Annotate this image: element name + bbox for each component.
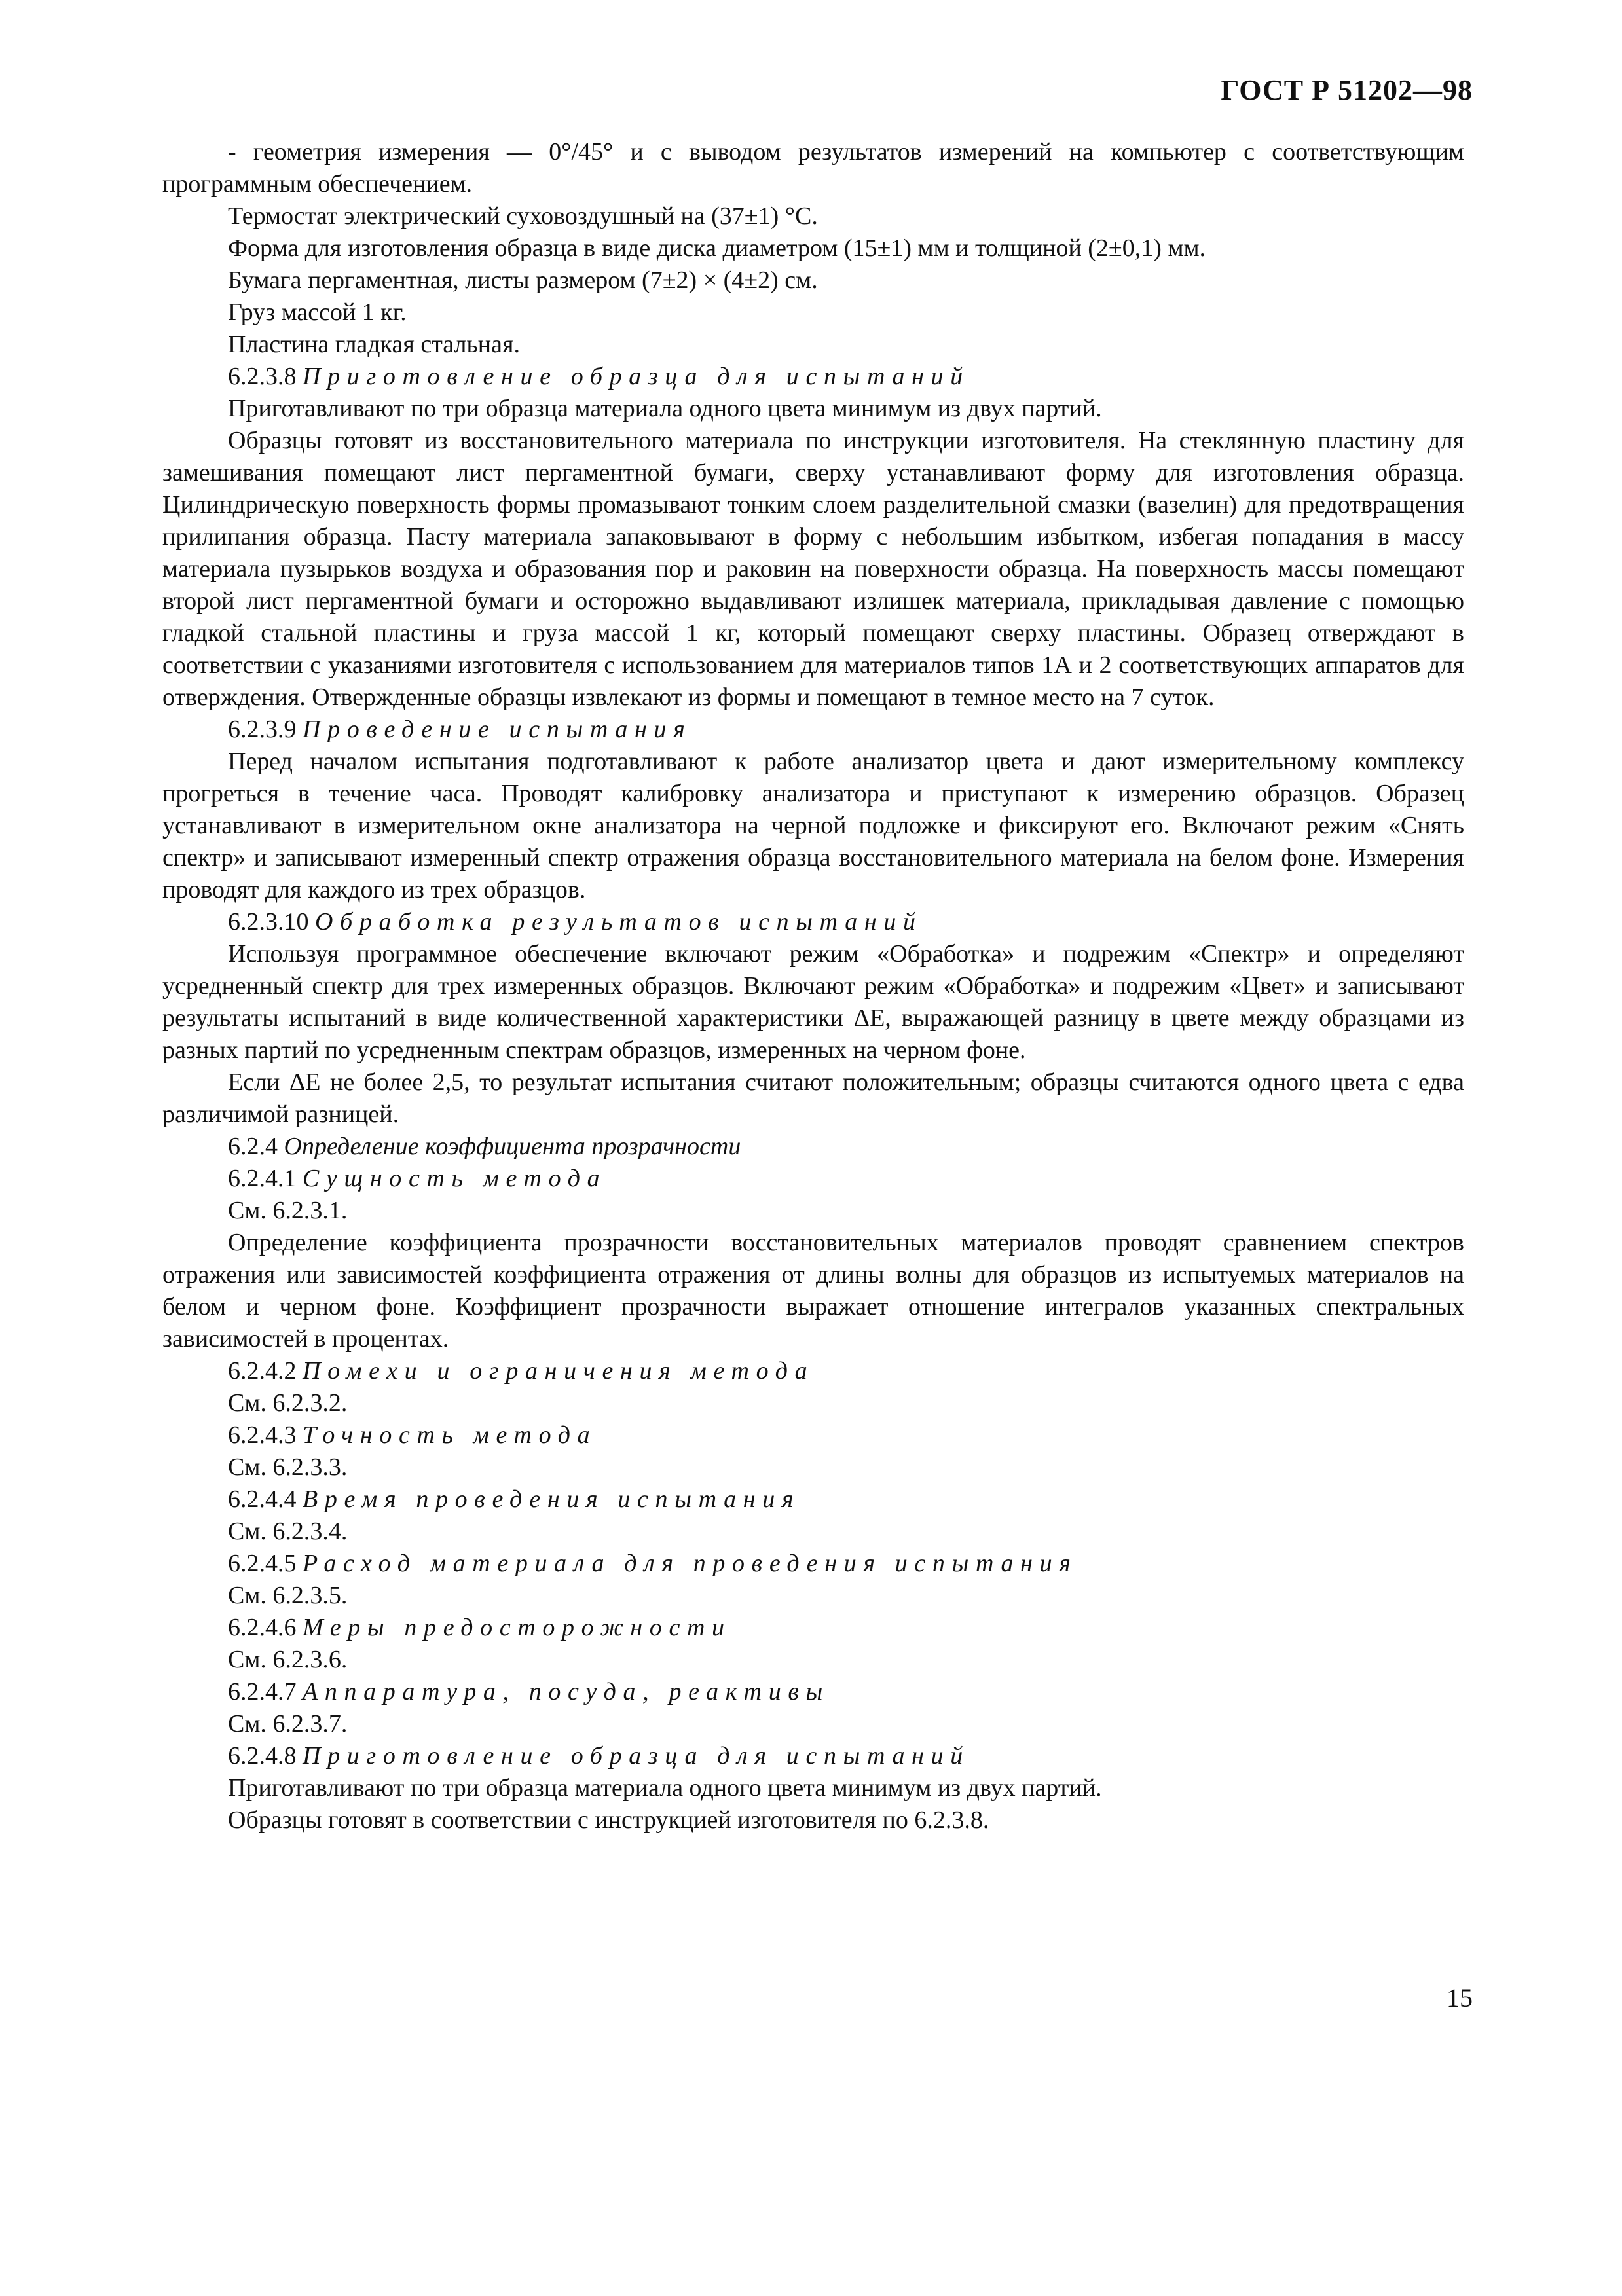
section-title: Аппаратура, посуда, реактивы [303,1678,830,1705]
section-heading [162,1355,1464,1387]
paragraph: См. 6.2.3.1. [228,1197,348,1224]
section-title: Время проведения испытания [303,1485,801,1513]
section-title: Приготовление образца для испытаний [303,1742,970,1770]
paragraph: Перед началом испытания подготавливают к работе анализатор цвета и дают измерительному комплексу прогреться в течение часа. Проводят калибровку анализатора и приступают к измерению образцов. Образец устанавливают в измерительном окне анализатора на черной подложке и фиксируют его. Включают режим «Снять спектр» и записывают измеренный спектр отражения образца восстановительного материала на белом фоне. Измерения проводят для каждого из трех образцов. [162,748,1464,903]
paragraph: Используя программное обеспечение включают режим «Обработка» и подрежим «Спектр» и определяют усредненный спектр для трех измеренных образцов. Включают режим «Обработка» и подрежим «Цвет» и записывают результаты испытаний в виде количественной характеристики ΔE, выражающей разницу в цвете между образцами из разных партий по усредненным спектрам образцов, измеренных на черном фоне. [162,940,1464,1064]
paragraph: См. 6.2.3.7. [228,1710,348,1738]
paragraph: Груз массой 1 кг. [228,299,407,326]
section-number: 6.2.3.10 [228,908,309,936]
section-number: 6.2.4.4 [228,1485,297,1513]
section-heading [162,1484,1464,1516]
paragraph: Образцы готовят в соответствии с инструкцией изготовителя по 6.2.3.8. [228,1806,989,1834]
section-number: 6.2.4.2 [228,1357,297,1385]
section-heading [162,1548,1464,1580]
document-body [162,136,1464,1836]
section-heading [162,906,1464,938]
section-number: 6.2.4 [228,1133,278,1160]
section-title: Приготовление образца для испытаний [303,363,970,390]
section-title: Точность метода [303,1421,597,1449]
paragraph: Определение коэффициента прозрачности восстановительных материалов проводят сравнением спектров отражения или зависимостей коэффициента отражения от длины волны для образцов из испытуемых материалов на белом и черном фоне. Коэффициент прозрачности выражает отношение интегралов указанных спектральных зависимостей в процентах. [162,1229,1464,1353]
paragraph: См. 6.2.3.2. [228,1389,348,1417]
section-heading [162,1740,1464,1772]
section-title: Сущность метода [303,1165,607,1192]
paragraph: Если ΔE не более 2,5, то результат испытания считают положительным; образцы считаются одного цвета с едва различимой разницей. [162,1068,1464,1128]
section-heading [162,361,1464,393]
page-number: 15 [1447,1983,1473,2013]
section-title: Определение коэффициента прозрачности [284,1133,741,1160]
paragraph: См. 6.2.3.5. [228,1582,348,1609]
section-number: 6.2.4.8 [228,1742,297,1770]
paragraph: См. 6.2.3.6. [228,1646,348,1673]
section-heading [162,1612,1464,1644]
section-title: Обработка результатов испытаний [315,908,923,936]
section-title: Расход материала для проведения испытания [303,1550,1078,1577]
section-number: 6.2.4.1 [228,1165,297,1192]
paragraph: Образцы готовят из восстановительного материала по инструкции изготовителя. На стеклянную пластину для замешивания помещают лист пергаментной бумаги, сверху устанавливают форму для изготовления образца. Цилиндрическую поверхность формы промазывают тонким слоем разделительной смазки (вазелин) для предотвращения прилипания образца. Пасту материала запаковывают в форму с небольшим избытком, избегая попадания в массу материала пузырьков воздуха и образования пор и раковин на поверхности образца. На поверхность массы помещают второй лист пергаментной бумаги и осторожно выдавливают излишек материала, прикладывая давление с помощью гладкой стальной пластины и груза массой 1 кг, который помещают сверху пластины. Образец отверждают в соответствии с указаниями изготовителя с использованием для материалов типов 1А и 2 соответствующих аппаратов для отверждения. Отвержденные образцы извлекают из формы и помещают в темное место на 7 суток. [162,427,1464,711]
paragraph: Приготавливают по три образца материала одного цвета минимум из двух партий. [228,395,1102,422]
paragraph: См. 6.2.3.3. [228,1453,348,1481]
section-heading [162,1419,1464,1451]
paragraph: Бумага пергаментная, листы размером (7±2) × (4±2) см. [228,266,818,294]
section-heading [162,714,1464,746]
paragraph: - геометрия измерения — 0°/45° и с выводом результатов измерений на компьютер с соответствующим программным обеспечением. [162,138,1464,198]
section-title: Помехи и ограничения метода [303,1357,815,1385]
section-number: 6.2.4.3 [228,1421,297,1449]
section-number: 6.2.3.8 [228,363,297,390]
section-number: 6.2.4.5 [228,1550,297,1577]
paragraph: Приготавливают по три образца материала одного цвета минимум из двух партий. [228,1774,1102,1802]
paragraph: Термостат электрический суховоздушный на (37±1) °С. [228,202,818,230]
paragraph: Форма для изготовления образца в виде диска диаметром (15±1) мм и толщиной (2±0,1) мм. [228,234,1206,262]
section-number: 6.2.4.7 [228,1678,297,1705]
paragraph: См. 6.2.3.4. [228,1518,348,1545]
section-title: Проведение испытания [303,716,692,743]
section-title: Меры предосторожности [303,1614,731,1641]
standard-header: ГОСТ Р 51202—98 [1221,74,1473,106]
section-number: 6.2.4.6 [228,1614,297,1641]
paragraph: Пластина гладкая стальная. [228,331,520,358]
section-heading [162,1131,1464,1163]
section-heading [162,1163,1464,1195]
section-heading [162,1676,1464,1708]
section-number: 6.2.3.9 [228,716,297,743]
